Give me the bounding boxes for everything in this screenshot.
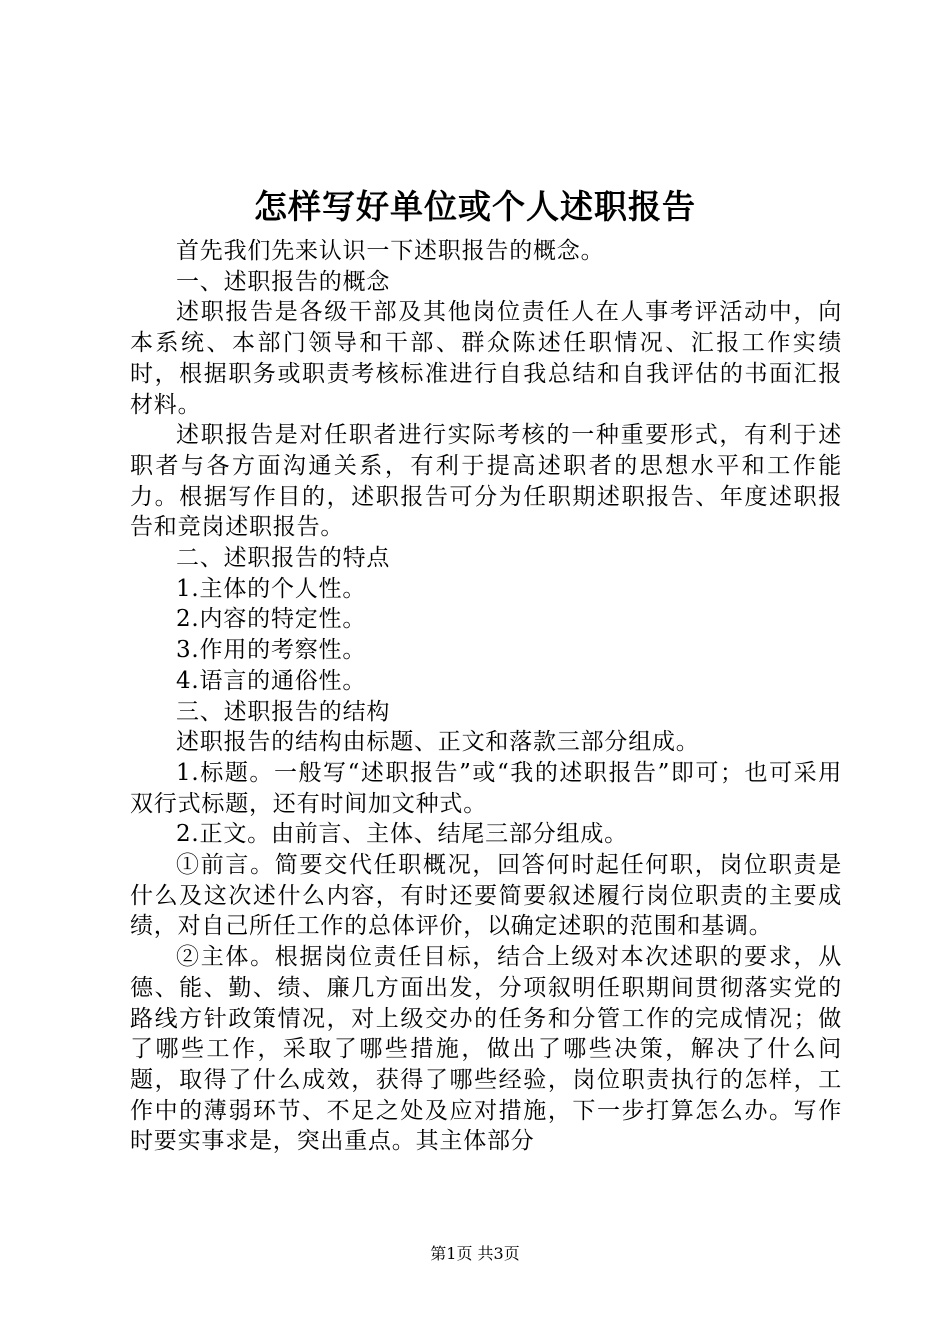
paragraph: 述职报告是各级干部及其他岗位责任人在人事考评活动中，向本系统、本部门领导和干部、群众陈述任职情况、汇报工作实绩时，根据职务或职责考核标准进行自我总结和自我评估的书面汇报材料。 <box>130 299 842 418</box>
document-body <box>130 236 842 1157</box>
document-title: 怎样写好单位或个人述职报告 <box>254 187 696 226</box>
paragraph: ①前言。简要交代任职概况，回答何时起任何职，岗位职责是什么及这次述什么内容，有时还要简要叙述履行岗位职责的主要成绩，对自己所任工作的总体评价，以确定述职的范围和基调。 <box>130 852 842 940</box>
paragraph: 述职报告的结构由标题、正文和落款三部分组成。 <box>176 729 700 756</box>
list-item: 4.语言的通俗性。 <box>176 667 367 694</box>
list-item: 3.作用的考察性。 <box>176 637 367 664</box>
paragraph: 2.正文。由前言、主体、结尾三部分组成。 <box>176 821 628 848</box>
paragraph: 1.标题。一般写“述职报告”或“我的述职报告”即可；也可采用双行式标题，还有时间加文种式。 <box>130 759 842 817</box>
section-heading: 三、述职报告的结构 <box>176 698 391 725</box>
section-heading: 一、述职报告的概念 <box>176 268 391 295</box>
paragraph: 述职报告是对任职者进行实际考核的一种重要形式，有利于述职者与各方面沟通关系，有利于提高述职者的思想水平和工作能力。根据写作目的，述职报告可分为任职期述职报告、年度述职报告和竞岗述职报告。 <box>130 422 842 541</box>
list-item: 1.主体的个人性。 <box>176 575 367 602</box>
paragraph: 首先我们先来认识一下述职报告的概念。 <box>176 238 605 264</box>
section-heading: 二、述职报告的特点 <box>176 545 391 572</box>
paragraph: ②主体。根据岗位责任目标，结合上级对本次述职的要求，从德、能、勤、绩、廉几方面出发，分项叙明任职期间贯彻落实党的路线方针政策情况，对上级交办的任务和分管工作的完成情况；做了哪些工作，采取了哪些措施，做出了哪些决策，解决了什么问题，取得了什么成效，获得了哪些经验，岗位职责执行的怎样，工作中的薄弱环节、不足之处及应对措施，下一步打算怎么办。写作时要实事求是，突出重点。其主体部分 <box>130 944 842 1155</box>
page-number-footer: 第1页 共3页 <box>430 1244 520 1263</box>
list-item: 2.内容的特定性。 <box>176 606 367 633</box>
